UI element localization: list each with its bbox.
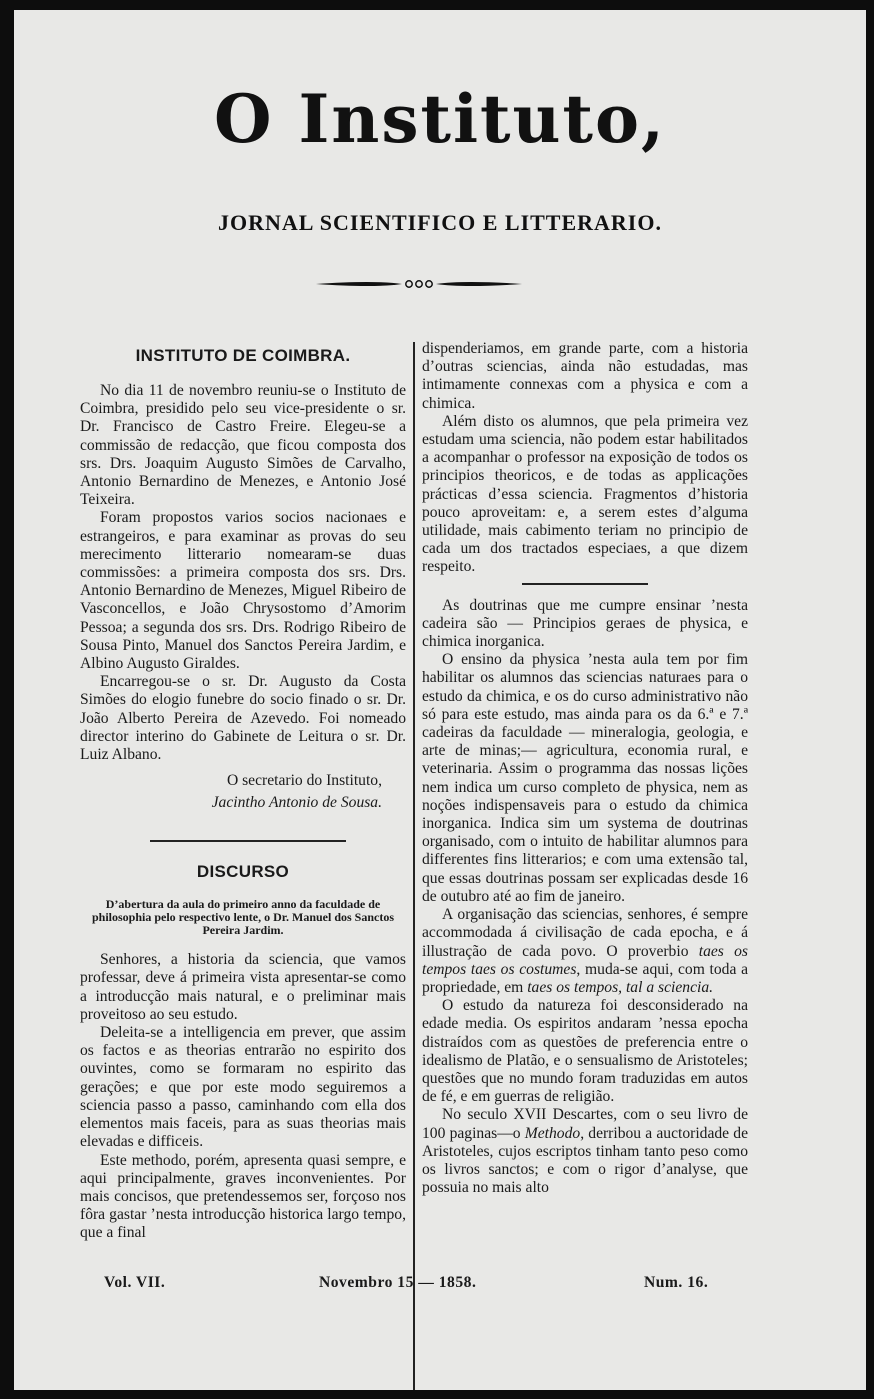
italic-proverb: taes os tempos taes os costumes xyxy=(422,942,748,978)
paragraph xyxy=(422,906,748,997)
short-rule xyxy=(522,583,648,585)
footer-volume: Vol. VII. xyxy=(104,1274,166,1291)
footer-date: Novembro 15 — 1858. xyxy=(319,1274,477,1291)
discurso-subheading: D’abertura da aula do primeiro anno da faculdade de philosophia pelo respectivo lente, o Dr. Manuel dos Sanctos Pereira Jardim. xyxy=(91,897,395,938)
signature-name: Jacintho Antonio de Sousa. xyxy=(211,794,382,812)
paragraph: Além disto os alumnos, que pela primeira vez estudam uma sciencia, não podem estar habilitados a acompanhar o professor na exposição de todos os principios theoricos, e de todas as applicações prácticas d’essa sciencia. Fragmentos d’historia pouco aproveitam: e, a serem estes d’alguma utilidade, mais cabimento teriam no principio de cada um dos tractados especiaes, a que dizem respeito. xyxy=(422,412,748,576)
horizontal-rule xyxy=(150,840,346,842)
italic-proverb: taes os tempos, tal a sciencia. xyxy=(527,978,714,996)
ornament-divider xyxy=(314,274,524,294)
newspaper-page xyxy=(14,10,866,1390)
paragraph: O ensino da physica ’nesta aula tem por fim habilitar os alumnos das sciencias naturaes para o estudo da chimica, e os do curso administrativo não só para este estudo, mas ainda para os da 6.ª e 7.ª cadeiras da faculdade — mineralogia, geologia, e arte de minas;— agricultura, economia rural, e veterinaria. Assim o programma das nossas lições nem indica um curso completo de physica, nem as noções indispensaveis para o estudo da chimica inorganica. Indica sim um systema de doutrinas organisado, com o intuito de habilitar alumnos para differentes fins litterarios; e com uma extensão tal, que essas doutrinas possam ser explicadas desde 16 de outubro até ao fim de janeiro. xyxy=(422,651,748,905)
paragraph: Foram propostos varios socios nacionaes e estrangeiros, e para examinar as provas do seu merecimento litterario nomearam-se duas commissões: a primeira composta dos srs. Drs. Antonio Bernardino de Menezes, Miguel Ribeiro de Vasconcellos, e João Chrysostomo d’Amorim Pessoa; a segunda dos srs. Drs. Rodrigo Ribeiro de Sousa Pinto, Manuel dos Sanctos Pereira Jardim, e Albino Augusto Giraldes. xyxy=(80,509,406,673)
text-run: No seculo XVII Descartes, com o seu livro de 100 paginas—o xyxy=(422,1106,748,1142)
text-run: , muda-se aqui, com toda a propriedade, em xyxy=(422,960,748,996)
signature-block xyxy=(80,770,406,814)
right-column xyxy=(422,340,748,1197)
left-column xyxy=(80,340,406,1243)
text-run: , derribou a auctoridade de Aristoteles, cujos escriptos tinham tanto peso como os livros sanctos; e com o rigor d’analyse, que possuia no mais alto xyxy=(422,1124,748,1197)
text-run: A organisação das sciencias, senhores, é sempre accommodada á civilisação de cada epocha, e á illustração de cada povo. O proverbio xyxy=(422,906,748,960)
section-title-instituto: INSTITUTO DE COIMBRA. xyxy=(135,346,351,365)
paragraph: No dia 11 de novembro reuniu-se o Instituto de Coimbra, presidido pelo seu vice-presidente o sr. Dr. Francisco de Castro Freire. Elegeu-se a commissão de redacção, que ficou composta dos srs. Drs. Joaquim Augusto Simões de Carvalho, Antonio Bernardino de Menezes, e Antonio José Teixeira. xyxy=(80,382,406,509)
paragraph: Encarregou-se o sr. Dr. Augusto da Costa Simões do elogio funebre do socio finado o sr. Dr. João Alberto Pereira de Azevedo. Foi nomeado director interino do Gabinete de Leitura o sr. Dr. Luiz Albano. xyxy=(80,673,406,764)
paragraph: Senhores, a historia da sciencia, que vamos professar, deve á primeira vista apresentar-se como a introducção mais natural, e o preliminar mais proveitoso ao seu estudo. xyxy=(80,951,406,1023)
masthead-title: O Instituto, xyxy=(213,80,666,158)
italic-title: Methodo xyxy=(524,1124,581,1142)
paragraph: As doutrinas que me cumpre ensinar ’nesta cadeira são — Principios geraes de physica, e chimica inorganica. xyxy=(422,596,748,651)
footer-number: Num. 16. xyxy=(644,1274,709,1291)
column-divider xyxy=(413,342,415,1390)
signature-role: O secretario do Instituto, xyxy=(226,772,382,790)
paragraph xyxy=(422,1106,748,1197)
paragraph: Deleita-se a intelligencia em prever, que assim os factos e as theorias entrarão no espirito dos ouvintes, como se formaram no espirito das gerações; e que por este modo seguiremos a sciencia passo a passo, caminhando com ella dos elementos mais faceis, para as suas theorias mais elevadas e difficeis. xyxy=(80,1024,406,1151)
paragraph: Este methodo, porém, apresenta quasi sempre, e aqui principalmente, graves inconvenientes. Por mais concisos, que pretendessemos ser, forçoso nos fôra gastar ’nesta introducção historica largo tempo, que a final xyxy=(80,1151,406,1242)
paragraph: dispenderiamos, em grande parte, com a historia d’outras sciencias, ainda não estudadas, mas intimamente connexas com a physica e com a chimica. xyxy=(422,340,748,412)
paragraph: O estudo da natureza foi desconsiderado na edade media. Os espiritos andaram ’nessa epocha distraídos com as questões de preferencia entre o idealismo de Platão, e o sensualismo de Aristoteles; questões que no mundo foram traduzidas em autos de fé, e em guerras de religião. xyxy=(422,997,748,1106)
section-title-discurso: DISCURSO xyxy=(196,862,290,882)
masthead-subtitle: JORNAL SCIENTIFICO E LITTERARIO. xyxy=(218,210,662,235)
